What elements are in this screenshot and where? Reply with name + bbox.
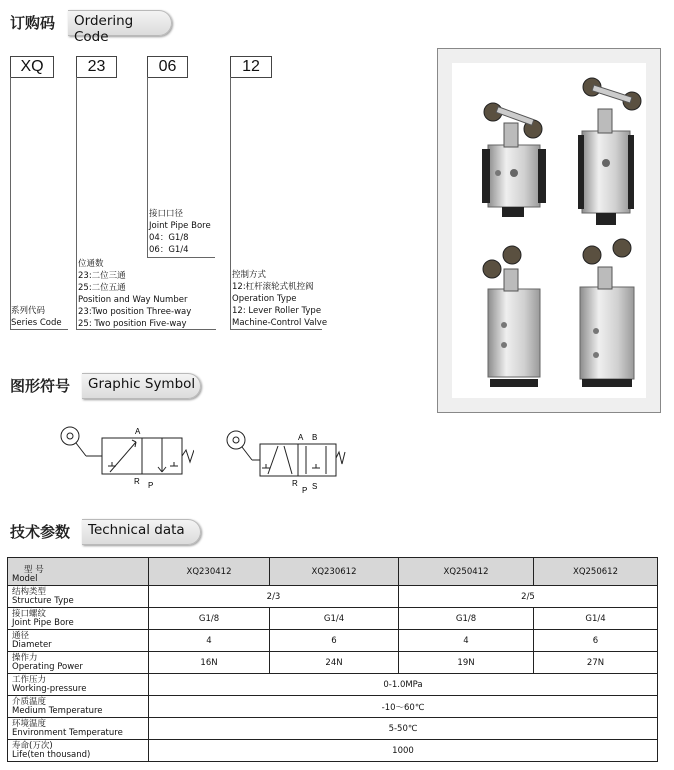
table-row: 介质温度 Medium Temperature -10～60℃ [8, 696, 658, 718]
valve-large-3way [578, 78, 641, 225]
graphic-symbol-title-en: Graphic Symbol [88, 376, 196, 392]
valve-small-3way [482, 103, 546, 217]
symbol1-port-a: A [135, 427, 141, 436]
code-way: 23 [76, 56, 117, 78]
bore-annotation: 接口口径 Joint Pipe Bore 04：G1/8 06：G1/4 [149, 209, 211, 255]
table-row: 寿命(万次) Life(ten thousand) 1000 [8, 740, 658, 762]
ordering-code-header [6, 8, 171, 45]
code-bore: 06 [147, 56, 188, 78]
ordering-code-title-zh: 订购码 [10, 14, 56, 32]
symbol2-port-r: R [292, 479, 298, 488]
table-row: 环境温度 Environment Temperature 5-50℃ [8, 718, 658, 740]
technical-data-title-zh: 技术参数 [10, 523, 71, 541]
model-col-1: XQ230412 [149, 558, 270, 586]
leader-bore [147, 77, 148, 257]
symbol2-port-b: B [312, 433, 318, 442]
table-row: 接口螺纹 Joint Pipe Bore G1/8 G1/4 G1/8 G1/4 [8, 608, 658, 630]
model-col-2: XQ230612 [270, 558, 399, 586]
table-header-row [8, 558, 658, 586]
leader-way [76, 77, 77, 329]
model-col-4: XQ250612 [534, 558, 658, 586]
model-label: 型 号 Model [8, 558, 149, 586]
symbol-3way-valve [54, 422, 194, 494]
series-annotation: 系列代码 Series Code [11, 306, 62, 328]
symbol2-port-a: A [298, 433, 304, 442]
graphic-symbol-title-zh: 图形符号 [10, 377, 71, 395]
code-control: 12 [230, 56, 272, 78]
table-row: 操作力 Operating Power 16N 24N 19N 27N [8, 652, 658, 674]
symbol2-port-s: S [312, 482, 318, 491]
symbol2-port-p: P [302, 486, 308, 495]
technical-data-table [7, 557, 658, 762]
valve-small-5way [483, 246, 540, 387]
valve-illustrations [452, 63, 646, 398]
symbol-5way-valve [222, 428, 346, 500]
way-annotation: 位通数 23:二位三通 25:二位五通 Position and Way Number 23:Two position Three-way 25: Two position Five-way [78, 259, 192, 329]
technical-data-header [6, 517, 201, 545]
table-row: 工作压力 Working-pressure 0-1.0MPa [8, 674, 658, 696]
control-annotation: 控制方式 12:杠杆滚轮式机控阀 Operation Type 12: Lever Roller Type Machine-Control Valve [232, 270, 328, 328]
valve-large-5way [580, 239, 634, 387]
leader-control [230, 77, 231, 329]
symbol1-port-p: P [148, 481, 154, 490]
symbol1-port-r: R [134, 477, 140, 486]
technical-data-title-en: Technical data [88, 522, 185, 538]
leader-series [10, 77, 11, 329]
code-series: XQ [10, 56, 54, 78]
model-col-3: XQ250412 [399, 558, 534, 586]
product-photo [437, 48, 661, 413]
table-row: 结构类型 Structure Type 2/3 2/5 [8, 586, 658, 608]
table-row: 通径 Diameter 4 6 4 6 [8, 630, 658, 652]
graphic-symbol-header [6, 371, 201, 399]
ordering-code-title-en: Ordering Code [74, 13, 134, 45]
